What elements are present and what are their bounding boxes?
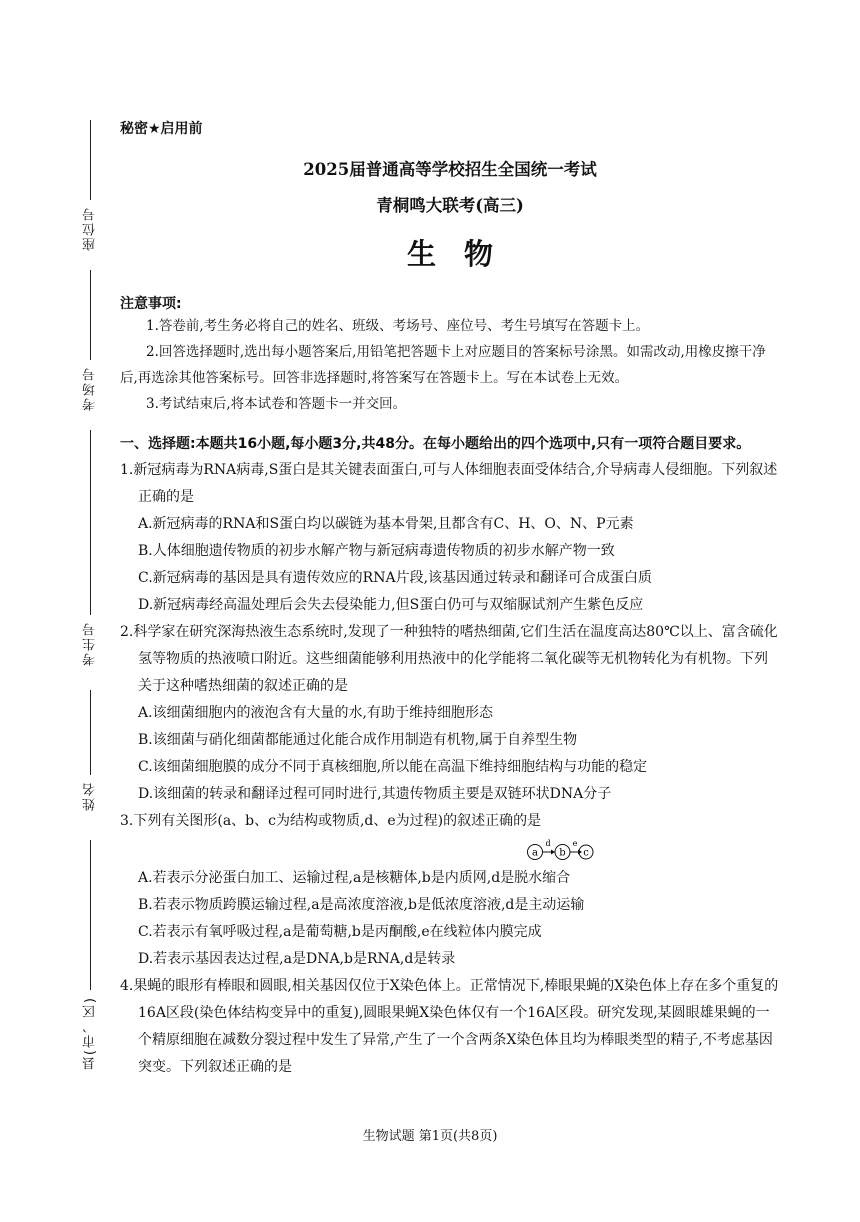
question-option: D.该细菌的转录和翻译过程可同时进行,其遗传物质主要是双链环状DNA分子 bbox=[138, 786, 612, 802]
question-option: B.若表示物质跨膜运输过程,a是高浓度溶液,b是低浓度溶液,d是主动运输 bbox=[138, 897, 585, 913]
question-stem: 3.下列有关图形(a、b、c为结构或物质,d、e为过程)的叙述正确的是 bbox=[120, 813, 542, 829]
question-option: C.该细菌细胞膜的成分不同于真核细胞,所以能在高温下维持细胞结构与功能的稳定 bbox=[138, 759, 648, 775]
seat-number-label: 座位号 bbox=[82, 206, 98, 251]
name-label: 姓名 bbox=[82, 781, 98, 811]
seat-number-field bbox=[80, 120, 100, 257]
candidate-number-field bbox=[80, 430, 100, 672]
county-field bbox=[80, 840, 100, 1076]
exam-page bbox=[120, 118, 780, 1081]
page-footer: 生物试题 第1页(共8页) bbox=[362, 1129, 498, 1144]
question-stem: 1.新冠病毒为RNA病毒,S蛋白是其关键表面蛋白,可与人体细胞表面受体结合,介导病毒人侵细胞。下列叙述正确的是 bbox=[120, 462, 778, 505]
question-option: B.该细菌与硝化细菌都能通过化能合成作用制造有机物,属于自养型生物 bbox=[138, 732, 578, 748]
question-stem: 2.科学家在研究深海热液生态系统时,发现了一种独特的嗜热细菌,它们生活在温度高达80℃以上、富含硫化氢等物质的热液喷口附近。这些细菌能够利用热液中的化学能将二氧化碳等无机物转化为有机物。下列关于这种嗜热细菌的叙述正确的是 bbox=[120, 624, 778, 694]
arrow-d-head bbox=[551, 850, 555, 855]
question-option: A.若表示分泌蛋白加工、运输过程,a是核糖体,b是内质网,d是脱水缩合 bbox=[138, 870, 571, 886]
node-b-label: b bbox=[559, 847, 566, 859]
process-diagram bbox=[120, 835, 780, 865]
county-label: 县(市、区) bbox=[82, 996, 98, 1071]
exam-subtitle: 青桐鸣大联考(高三) bbox=[376, 196, 524, 215]
question-stem: 4.果蝇的眼形有棒眼和圆眼,相关基因仅位于X染色体上。正常情况下,棒眼果蝇的X染色体上存在多个重复的16A区段(染色体结构变异中的重复),圆眼果蝇X染色体仅有一个16A区段。研究发现,某圆眼雄果蝇的一个精原细胞在减数分裂过程中发生了异常,产生了一个含两条X染色体且均为棒眼类型的精子,不考虑基因突变。下列叙述正确的是 bbox=[120, 978, 779, 1075]
binding-margin bbox=[0, 0, 110, 1222]
question-option: C.若表示有氧呼吸过程,a是葡萄糖,b是丙酮酸,e在线粒体内膜完成 bbox=[138, 924, 542, 940]
confidential-mark: 秘密★启用前 bbox=[120, 121, 203, 137]
name-field bbox=[80, 690, 100, 817]
question-option: A.该细菌细胞内的液泡含有大量的水,有助于维持细胞形态 bbox=[138, 705, 494, 721]
notice-item: 1.答卷前,考生务必将自己的姓名、班级、考场号、座位号、考生号填写在答题卡上。 bbox=[146, 318, 650, 334]
candidate-number-label: 考生号 bbox=[82, 621, 98, 666]
notice-item: 2.回答选择题时,选出每小题答案后,用铅笔把答题卡上对应题目的答案标号涂黑。如需改动,用橡皮擦干净后,再选涂其他答案标号。回答非选择题时,将答案写在答题卡上。写在本试卷上无效。 bbox=[120, 344, 766, 386]
notice-item: 3.考试结束后,将本试卷和答题卡一并交回。 bbox=[146, 396, 407, 412]
question-option: D.新冠病毒经高温处理后会失去侵染能力,但S蛋白仍可与双缩脲试剂产生紫色反应 bbox=[138, 597, 644, 613]
notice-heading: 注意事项: bbox=[120, 296, 182, 312]
arrow-d-label: d bbox=[545, 839, 551, 848]
question-option: D.若表示基因表达过程,a是DNA,b是RNA,d是转录 bbox=[138, 951, 456, 967]
node-c-label: c bbox=[583, 847, 589, 859]
subject-title: 生物 bbox=[406, 237, 521, 271]
arrow-e-label: e bbox=[572, 839, 578, 848]
question-option: A.新冠病毒的RNA和S蛋白均以碳链为基本骨架,且都含有C、H、O、N、P元素 bbox=[138, 516, 634, 532]
node-a-label: a bbox=[532, 847, 538, 859]
exam-title: 2025届普通高等学校招生全国统一考试 bbox=[303, 160, 597, 179]
question-option: C.新冠病毒的基因是具有遗传效应的RNA片段,该基因通过转录和翻译可合成蛋白质 bbox=[138, 570, 653, 586]
exam-room-label: 考场号 bbox=[82, 366, 98, 411]
question-option: B.人体细胞遗传物质的初步水解产物与新冠病毒遗传物质的初步水解产物一致 bbox=[138, 543, 615, 559]
section-heading: 一、选择题:本题共16小题,每小题3分,共48分。在每小题给出的四个选项中,只有一项符合题目要求。 bbox=[120, 436, 751, 452]
exam-room-field bbox=[80, 270, 100, 417]
abc-flow-diagram bbox=[526, 837, 594, 863]
